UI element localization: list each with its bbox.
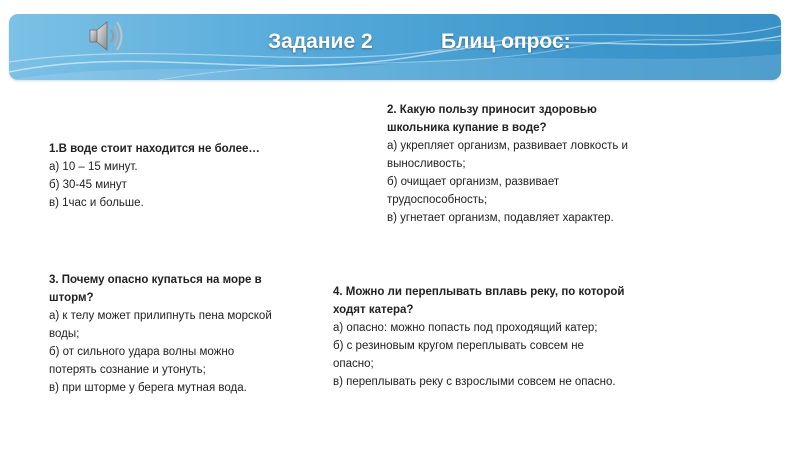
question-1-line-1: 1.В воде стоит находится не более… bbox=[49, 143, 260, 155]
question-2-answer-line-1: а) укрепляет организм, развивает ловкость и bbox=[387, 140, 628, 152]
question-3-answer-line-2: воды; bbox=[49, 328, 80, 340]
question-2-answer-line-2: выносливость; bbox=[387, 158, 466, 170]
question-1-answer-a: а) 10 – 15 минут. bbox=[49, 161, 138, 173]
question-4-answer-line-4: в) переплывать реку с взрослыми совсем не опасно. bbox=[333, 376, 616, 388]
question-3-answer-line-1: а) к телу может прилипнуть пена морской bbox=[49, 310, 272, 322]
question-2-answer-line-4: трудоспособность; bbox=[387, 194, 488, 206]
question-2-line-1: 2. Какую пользу приносит здоровью bbox=[387, 104, 597, 116]
question-3-line-1: 3. Почему опасно купаться на море в bbox=[49, 274, 262, 286]
question-block-4 bbox=[333, 283, 624, 391]
question-2-answer-line-3: б) очищает организм, развивает bbox=[387, 176, 560, 188]
question-1-answer-b: б) 30-45 минут bbox=[49, 179, 127, 191]
question-block-3 bbox=[49, 271, 272, 397]
question-4-line-2: ходят катера? bbox=[333, 304, 414, 316]
task-label: Задание 2 bbox=[268, 30, 373, 53]
question-3-answer-line-4: потерять сознание и утонуть; bbox=[49, 364, 206, 376]
speaker-icon[interactable] bbox=[88, 18, 126, 54]
question-4-line-1: 4. Можно ли переплывать вплавь реку, по которой bbox=[333, 286, 625, 298]
question-3-line-2: шторм? bbox=[49, 292, 94, 304]
question-block-2 bbox=[387, 101, 628, 227]
question-4-answer-line-1: а) опасно: можно попасть под проходящий катер; bbox=[333, 322, 598, 334]
question-4-answer-line-2: б) с резиновым кругом переплывать совсем не bbox=[333, 340, 584, 352]
question-block-1 bbox=[49, 140, 260, 212]
slide-title: Блиц опрос: bbox=[441, 30, 571, 53]
question-3-answer-line-3: б) от сильного удара волны можно bbox=[49, 346, 235, 358]
question-2-answer-line-5: в) угнетает организм, подавляет характер. bbox=[387, 212, 614, 224]
question-4-answer-line-3: опасно; bbox=[333, 358, 374, 370]
question-1-answer-c: в) 1час и больше. bbox=[49, 197, 144, 209]
question-2-line-2: школьника купание в воде? bbox=[387, 122, 547, 134]
question-3-answer-line-5: в) при шторме у берега мутная вода. bbox=[49, 382, 247, 394]
